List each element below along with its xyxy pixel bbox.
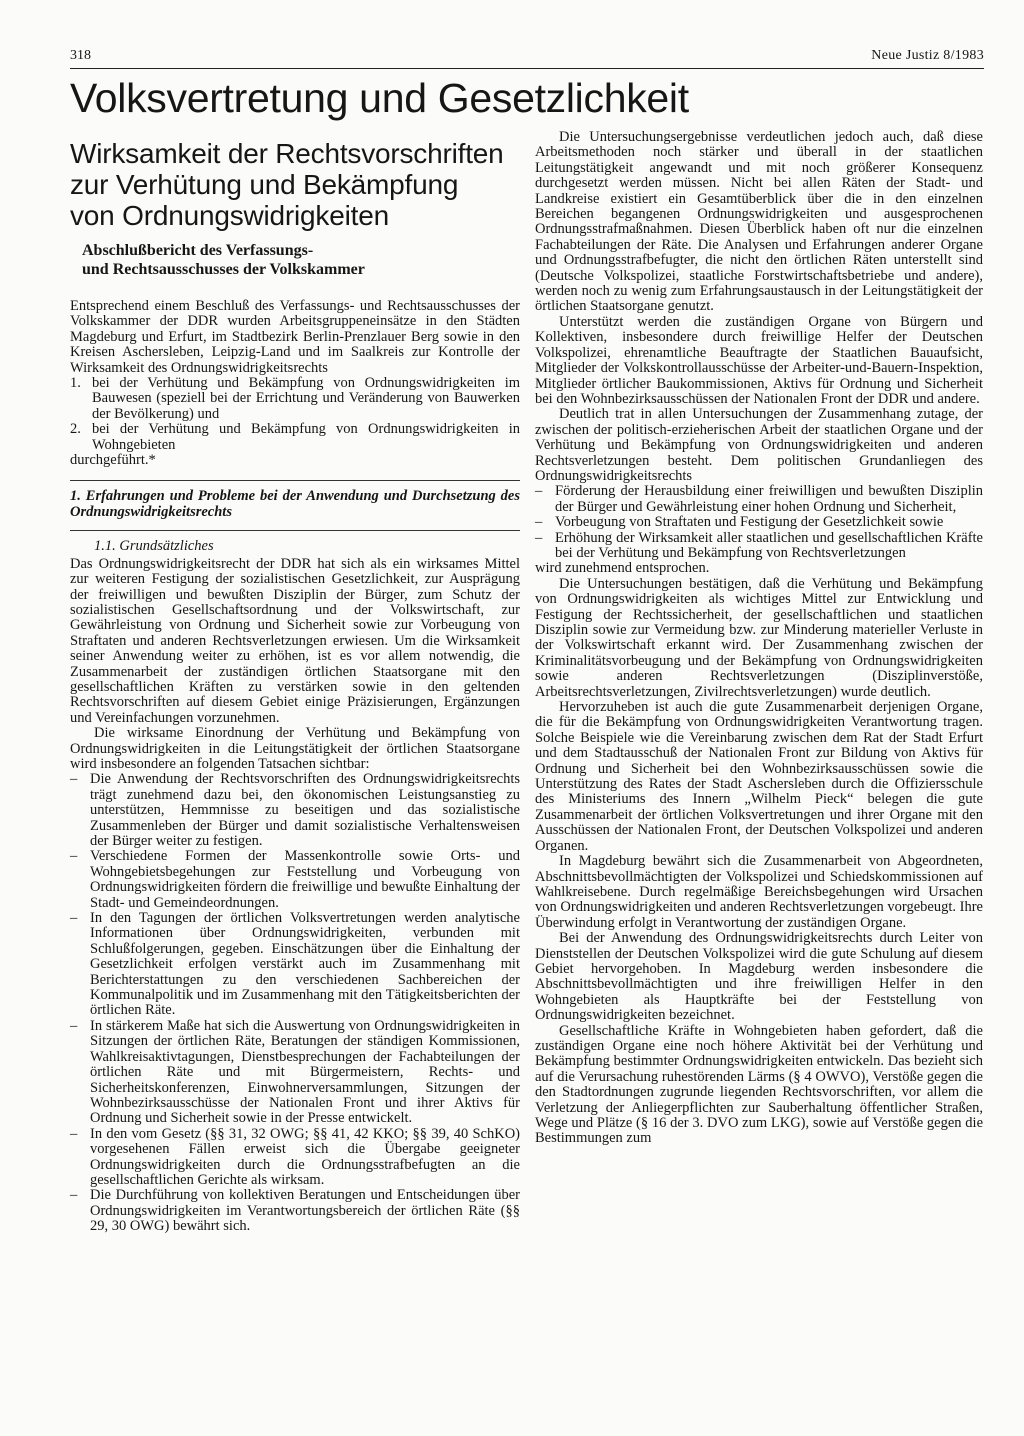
dash-list bbox=[535, 484, 983, 561]
dash-marker: – bbox=[535, 514, 543, 531]
intro-list bbox=[70, 376, 520, 453]
list-item bbox=[70, 1127, 520, 1189]
journal-issue: Neue Justiz 8/1983 bbox=[871, 48, 984, 63]
list-text: Die Durchführung von kollektiven Beratungen und Entscheidungen über Ordnungswidrigkeiten im Verantwortungsbereich der örtlichen Räte (§§ 29, 30 OWG) bewährt sich. bbox=[90, 1187, 520, 1235]
dash-list bbox=[70, 772, 520, 1234]
body-paragraph: Deutlich trat in allen Untersuchungen der Zusammenhang zutage, der zwischen der politisch-erzieherischen Arbeit der staatlichen Organe und der Verhütung und Bekämpfung von Ordnungswidrigkeiten und anderen Rechtsverletzungen besteht. Dem politischen Grundanliegen des Ordnungswidrigkeitsrechts bbox=[535, 406, 983, 484]
body-paragraph: In Magdeburg bewährt sich die Zusammenarbeit von Abgeordneten, Abschnittsbevollmächtigten der Volkspolizei und Schiedskommissionen auf Wahlkreisebene. Durch regelmäßige Bereichsbegehungen wird Ursachen von Ordnungswidrigkeiten und anderen Rechtsverletzungen vorgebeugt. Ihre Überwindung erfolgt in Verantwortung der zuständigen Organe. bbox=[535, 853, 983, 931]
list-text: Vorbeugung von Straftaten und Festigung der Gesetzlichkeit sowie bbox=[555, 514, 944, 531]
list-text: bei der Verhütung und Bekämpfung von Ordnungswidrigkeiten in Wohngebieten bbox=[92, 421, 520, 453]
dash-marker: – bbox=[70, 910, 78, 927]
list-item bbox=[70, 376, 520, 422]
list-item bbox=[70, 849, 520, 911]
subtitle-line: und Rechtsausschusses der Volkskammer bbox=[82, 261, 365, 278]
dash-marker: – bbox=[70, 848, 78, 865]
body-paragraph: Bei der Anwendung des Ordnungswidrigkeitsrechts durch Leiter von Dienststellen der Deutschen Volkspolizei wird die gute Schulung auf diesem Gebiet hervorgehoben. In Magdeburg werden insbesondere die Abschnittsbevollmächtigten und ihre freiwilligen Helfer in den Wohngebieten als Hauptkräfte bei der Feststellung von Ordnungswidrigkeiten bezeichnet. bbox=[535, 930, 983, 1024]
body-paragraph: Das Ordnungswidrigkeitsrecht der DDR hat sich als ein wirksames Mittel zur weiteren Festigung der sozialistischen Gesetzlichkeit, zur Ausprägung der freiwilligen und bewußten Disziplin der Bürger, zum Schutz der sozialistischen Gesellschaftsordnung und der Volkswirtschaft, zur Gewährleistung von Ordnung und Sicherheit sowie zur Vorbeugung von Straftaten und anderen Rechtsverletzungen erwiesen. Um die Wirksamkeit seiner Anwendung weiter zu erhöhen, ist es vor allem notwendig, die Zusammenarbeit der zuständigen örtlichen Staatsorgane mit den gesellschaftlichen Kräften zu verstärken sowie in den geltenden Rechtsvorschriften auf diesem Gebiet einige Präzisierungen, Ergänzungen und Vereinfachungen vorzunehmen. bbox=[70, 555, 520, 726]
list-text: Verschiedene Formen der Massenkontrolle sowie Orts- und Wohngebietsbegehungen zur Feststellung und Vorbeugung von Ordnungswidrigkeiten fördern die freiwillige und bewußte Einhaltung der Stadt- und Gemeindeordnungen. bbox=[90, 848, 520, 911]
running-head bbox=[70, 48, 984, 68]
chapter-heading: 1. Erfahrungen und Probleme bei der Anwendung und Durchsetzung des Ordnungswidrigkeitsrechts bbox=[70, 488, 520, 520]
section-title: Volksvertretung und Gesetzlichkeit bbox=[70, 75, 689, 121]
list-item bbox=[535, 515, 983, 530]
right-column bbox=[535, 130, 983, 1147]
chapter-rule-bottom bbox=[70, 530, 520, 531]
dash-marker: – bbox=[70, 771, 78, 788]
dash-marker: – bbox=[535, 529, 543, 546]
left-column bbox=[70, 130, 520, 1235]
list-text: Förderung der Herausbildung einer freiwilligen und bewußten Disziplin der Bürger und Gewährleistung einer hohen Ordnung und Sicherheit, bbox=[555, 483, 983, 515]
list-text: bei der Verhütung und Bekämpfung von Ordnungswidrigkeiten im Bauwesen (speziell bei der Errichtung und Veränderung von Bauwerken der Bevölkerung) und bbox=[92, 375, 520, 422]
intro-end: durchgeführt.* bbox=[70, 452, 156, 469]
subtitle-line: Abschlußbericht des Verfassungs- bbox=[82, 242, 314, 259]
list-item bbox=[70, 911, 520, 1019]
body-paragraph: Die wirksame Einordnung der Verhütung und Bekämpfung von Ordnungswidrigkeiten in die Leitungstätigkeit der örtlichen Staatsorgane wird insbesondere an folgenden Tatsachen sichtbar: bbox=[70, 725, 520, 772]
list-text: Erhöhung der Wirksamkeit aller staatlichen und gesellschaftlichen Kräfte bei der Verhütung und Bekämpfung von Rechtsverletzungen bbox=[555, 529, 983, 561]
body-paragraph: Unterstützt werden die zuständigen Organe von Bürgern und Kollektiven, insbesondere durch freiwillige Helfer der Deutschen Volkspolizei, ehrenamtliche Beauftragte der Staatlichen Bauaufsicht, Mitglieder der Volkskontrollausschüsse der Arbeiter-und-Bauern-Inspektion, Mitglieder örtlicher Baukommissionen, Aktivs für Ordnung und Sicherheit bei den Wohnbezirksausschüssen der Nationalen Front der DDR und andere. bbox=[535, 313, 983, 407]
list-marker: 1. bbox=[70, 375, 81, 392]
list-item bbox=[70, 1188, 520, 1234]
chapter-rule bbox=[70, 480, 520, 481]
body-paragraph: wird zunehmend entsprochen. bbox=[535, 560, 710, 577]
article-title-line: Wirksamkeit der Rechtsvorschriften bbox=[70, 138, 504, 169]
list-text: In den Tagungen der örtlichen Volksvertretungen werden analytische Informationen über Ordnungswidrigkeiten, verbunden mit Schlußfolgerungen, gegeben. Einschätzungen über die Einhaltung der Gesetzlichkeit erfolgen verstärkt auch im Zusammenhang mit Berichterstattungen zu den verschiedenen Sachbereichen der Kommunalpolitik und im Zusammenhang mit den Tätigkeitsberichten der örtlichen Räte. bbox=[90, 910, 520, 1019]
intro-paragraph: Entsprechend einem Beschluß des Verfassungs- und Rechtsausschusses der Volkskammer der DDR wurden Arbeitsgruppeneinsätze in den Städten Magdeburg und Erfurt, im Stadtbezirk Berlin-Prenzlauer Berg sowie in den Kreisen Aschersleben, Leipzig-Land und im Saalkreis zur Kontrolle der Wirksamkeit des Ordnungswidrigkeitsrechts bbox=[70, 298, 520, 376]
list-text: In den vom Gesetz (§§ 31, 32 OWG; §§ 41, 42 KKO; §§ 39, 40 SchKO) vorgesehenen Fällen erweist sich die Übergabe geeigneter Ordnungswidrigkeiten durch die Ordnungsstrafbefugten an die gesellschaftlichen Gerichte als wirksam. bbox=[90, 1125, 520, 1188]
dash-marker: – bbox=[70, 1125, 78, 1142]
list-text: Die Anwendung der Rechtsvorschriften des Ordnungswidrigkeitsrechts trägt zunehmend dazu bei, den ökonomischen Leistungsanstieg zu unterstützen, Hemmnisse zu beseitigen und das sozialistische Zusammenleben der Bürger und damit sozialistische Verhaltensweisen der Bürger weiter zu festigen. bbox=[90, 771, 520, 849]
dash-marker: – bbox=[70, 1017, 78, 1034]
list-item bbox=[535, 531, 983, 562]
header-rule bbox=[70, 68, 984, 69]
list-item bbox=[70, 1019, 520, 1127]
dash-marker: – bbox=[535, 483, 543, 500]
body-paragraph: Die Untersuchungsergebnisse verdeutlichen jedoch auch, daß diese Arbeitsmethoden noch stärker und überall in der staatlichen Leitungstätigkeit angewandt und mit noch größerer Konsequenz durchgesetzt werden müssen. Nicht bei allen Räten der Stadt- und Landkreise existiert ein Gesamtüberblick über die in den einzelnen Bereichen begangenen Ordnungswidrigkeiten und ausgesprochenen Ordnungsstrafmaßnahmen. Diesen Überblick haben oft nur die einzelnen Fachabteilungen der Räte. Die Analysen und Erfahrungen anderer Organe und Ordnungsstrafbefugter, die nicht den örtlichen Räten unterstellt sind (Deutsche Volkspolizei, staatliche Forstwirtschaftsbetriebe und andere), werden noch zu wenig zum Erfahrungsaustausch in der Leitungstätigkeit der örtlichen Staatsorgane genutzt. bbox=[535, 129, 983, 315]
dash-marker: – bbox=[70, 1187, 78, 1204]
page-number: 318 bbox=[70, 48, 91, 63]
list-item bbox=[70, 422, 520, 453]
body-paragraph: Hervorzuheben ist auch die gute Zusammenarbeit derjenigen Organe, die für die Bekämpfung von Ordnungswidrigkeiten Verantwortung tragen. Solche Beispiele wie die Vereinbarung zwischen dem Rat der Stadt Erfurt und dem Stadtausschuß der Nationalen Front zur Bildung von Aktivs für Ordnung und Sicherheit bei den Wohnbezirksausschüssen sowie die Unterstützung des Rates der Stadt Aschersleben durch die Offiziersschule des Ministeriums des Innern „Wilhelm Pieck“ belegen die gute Zusammenarbeit der örtlichen Volksvertretungen und ihrer Organe mit den Ausschüssen der Nationalen Front, der Deutschen Volkspolizei und anderen Organen. bbox=[535, 699, 983, 854]
sub-heading: 1.1. Grundsätzliches bbox=[94, 538, 214, 555]
list-item bbox=[535, 484, 983, 515]
article-title-line: zur Verhütung und Bekämpfung bbox=[70, 169, 459, 200]
article-title bbox=[70, 138, 520, 231]
list-item bbox=[70, 772, 520, 849]
body-paragraph: Gesellschaftliche Kräfte in Wohngebieten haben gefordert, daß die zuständigen Organe eine noch höhere Aktivität bei der Verhütung und Bekämpfung bestimmter Ordnungswidrigkeiten entwickeln. Das bezieht sich auf die Verursachung ruhestörenden Lärms (§ 4 OWVO), Verstöße gegen die den Stadtordnungen zugrunde liegenden Rechtsvorschriften, vor allem die Verletzung der Anliegerpflichten zur Sauberhaltung öffentlicher Straßen, Wege und Plätze (§ 16 der 3. DVO zum LKG), sowie auf Verstöße gegen die Bestimmungen zum bbox=[535, 1022, 983, 1147]
body-paragraph: Die Untersuchungen bestätigen, daß die Verhütung und Bekämpfung von Ordnungswidrigkeiten als wichtiges Mittel zur Entwicklung und Festigung der Rechtssicherheit, der gesellschaftlichen und staatlichen Disziplin sowie zur Vermeidung bzw. zur Minderung materieller Verluste in der Volkswirtschaft erkannt wird. Der Zusammenhang zwischen der Kriminalitätsvorbeugung und der Bekämpfung von Ordnungswidrigkeiten sowie anderen Rechtsverletzungen (Disziplinverstöße, Arbeitsrechtsverletzungen, Zivilrechtsverletzungen) wurde deutlich. bbox=[535, 575, 983, 700]
list-text: In stärkerem Maße hat sich die Auswertung von Ordnungswidrigkeiten in Sitzungen der örtlichen Räte, Beratungen der ständigen Kommissionen, Wahlkreisaktivtagungen, Dienstbesprechungen der Fachabteilungen der örtlichen Räte und mit Bürgermeistern, Rechts- und Sicherheitskonferenzen, Einwohnerversammlungen, Sitzungen der Wohnbezirksausschüsse der Nationalen Front und ihrer Aktivs für Ordnung und Sicherheit sowie in der Presse entwickelt. bbox=[90, 1017, 520, 1127]
article-subtitle bbox=[82, 241, 520, 279]
list-marker: 2. bbox=[70, 421, 81, 438]
article-title-line: von Ordnungswidrigkeiten bbox=[70, 200, 389, 231]
